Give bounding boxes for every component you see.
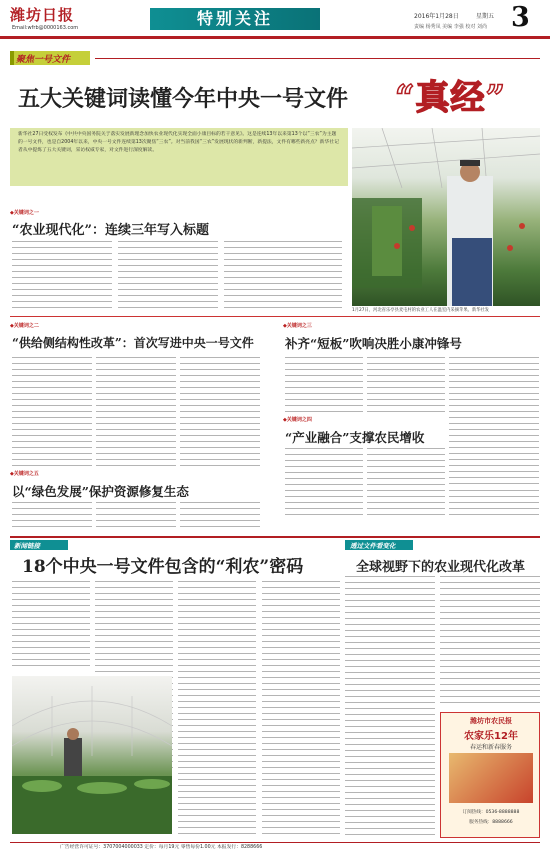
- photo-caption: 1月27日，河北省乐亭县麦屯村的农业工人在温室内采摘苹果。新华社发: [352, 308, 490, 313]
- article-1-col-3: [224, 241, 342, 309]
- ad-line-1: 订阅热线：0536-8888888: [462, 810, 520, 815]
- banner-tag-label: 聚焦一号文件: [16, 55, 71, 65]
- ad-title-1: 潍坊市农民报: [470, 717, 512, 725]
- lower-right-tag-label: 透过文件看变化: [350, 542, 396, 550]
- staff-credits: 责编 杨秀凤 美编 李强 校对 刘尚: [414, 24, 487, 30]
- article-2-col-3: [180, 357, 260, 467]
- masthead: [0, 0, 550, 40]
- newspaper-logo: 潍坊日报: [10, 6, 75, 24]
- lead-text: 新华社27日受权发布《中共中央国务院关于落实发展新理念加快农业现代化实现全面小康目标的若干意见》。这是连续13年以来第13个以“三农”为主题的一号文件，也是自2004年以来，中央一号文件连续第13次聚焦“三农”。对当前我国“三农”发展现状的新判断，新提法，文件有哪些新亮点？新华社记者从中提炼了五大关键词，采访权威专家，对文件进行深度解读。: [18, 132, 339, 153]
- article-2-tag: ◆关键词之二: [10, 323, 39, 329]
- article-4-col-1: [285, 448, 363, 518]
- headline-highlight: “真经”: [395, 78, 507, 118]
- lower-right-col-2: [440, 576, 540, 706]
- headline: 五大关键词读懂今年中央一号文件: [18, 86, 349, 112]
- page-number: 3: [511, 2, 530, 33]
- banner-rule: [95, 58, 540, 59]
- greenhouse-photo-drawing: [352, 128, 540, 306]
- lower-left-col-3: [178, 581, 256, 839]
- article-3-col-1: [285, 357, 363, 415]
- article-2-col-1: [12, 357, 92, 467]
- seedling-photo-drawing: [12, 676, 172, 834]
- article-5-col-3: [180, 502, 260, 532]
- article-2-col-2: [96, 357, 176, 467]
- article-4-title: “产业融合”支撑农民增收: [285, 430, 425, 445]
- lower-left-col-4: [262, 581, 340, 839]
- ad-title-2: 农家乐12年: [464, 731, 518, 742]
- article-5-col-1: [12, 502, 92, 532]
- article-4-col-2: [367, 448, 445, 518]
- news-link-tag-label: 新闻链接: [14, 542, 40, 550]
- article-1-col-2: [118, 241, 218, 309]
- greenhouse-photo: [352, 128, 540, 306]
- lower-right-col-1: [345, 576, 435, 838]
- article-4-col-3: [449, 490, 539, 518]
- seedling-photo: [12, 676, 172, 834]
- article-3-tag: ◆关键词之三: [283, 323, 312, 329]
- article-5-col-2: [96, 502, 176, 532]
- article-3-col-2: [367, 357, 445, 415]
- lower-left-title: 18个中央一号文件包含的“利农”密码: [22, 557, 304, 577]
- issue-weekday: 星期五: [476, 13, 495, 20]
- ad-image: [449, 753, 533, 803]
- lower-left-col-1: [12, 581, 90, 671]
- article-5-title: 以“绿色发展”保护资源修复生态: [12, 484, 189, 499]
- ad-line-2: 服务热线：8888666: [469, 820, 513, 825]
- article-1-col-1: [12, 241, 112, 309]
- advertisement: [440, 712, 540, 838]
- article-1-title: “农业现代化”：连续三年写入标题: [12, 223, 209, 238]
- divider-1: [10, 316, 540, 317]
- article-1-tag: ◆关键词之一: [10, 210, 39, 216]
- issue-date: 2016年1月28日: [414, 13, 459, 20]
- divider-2: [10, 536, 540, 538]
- masthead-rule: [0, 36, 550, 39]
- article-5-tag: ◆关键词之五: [10, 471, 39, 477]
- ad-subtitle: 春运和新春服务: [469, 744, 512, 751]
- section-banner: 特别关注: [150, 8, 320, 30]
- lower-right-title: 全球视野下的农业现代化改革: [356, 560, 526, 575]
- article-3-col-3: [449, 357, 539, 487]
- article-2-title: “供给侧结构性改革”：首次写进中央一号文件: [12, 336, 254, 350]
- article-4-tag: ◆关键词之四: [283, 417, 312, 423]
- footer-text: 广告经营许可证号：3707004000033 定价：每月19元 零售每份1.00元 本报发行：8288666: [60, 845, 263, 850]
- article-3-title: 补齐“短板”吹响决胜小康冲锋号: [285, 336, 462, 351]
- masthead-email: Email:wfrb@0000163.com: [12, 25, 79, 31]
